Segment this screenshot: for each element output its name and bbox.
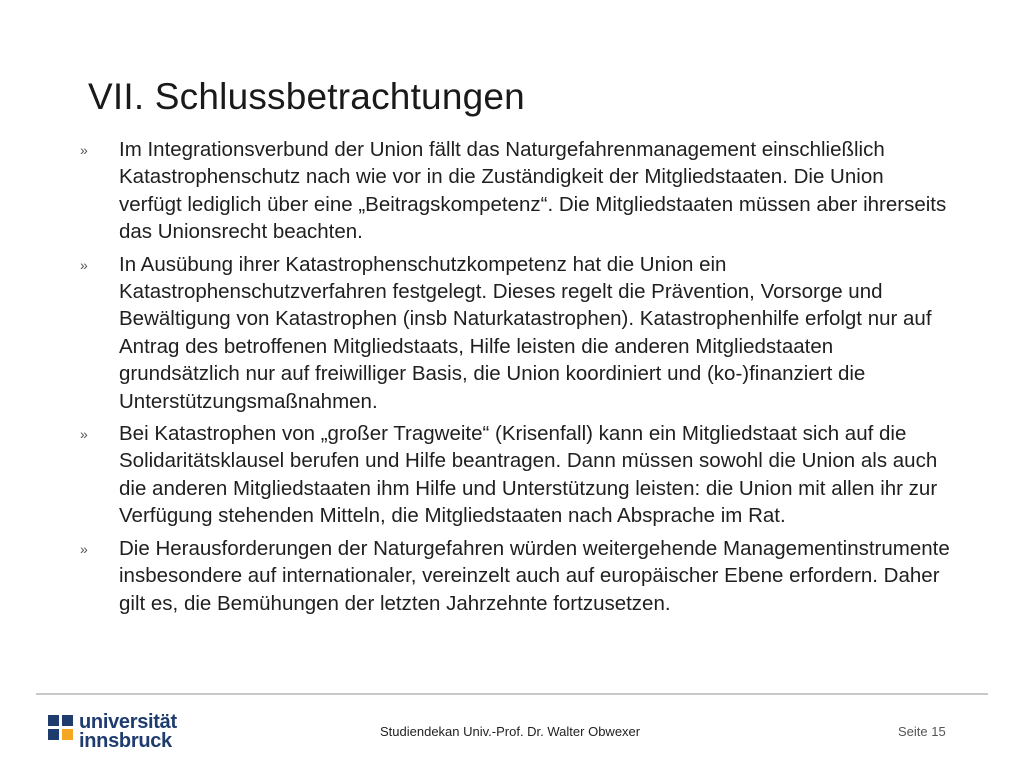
bullet-marker-icon: » xyxy=(80,426,88,443)
bullet-marker-icon: » xyxy=(80,256,88,273)
bullet-text: Im Integrationsverbund der Union fällt das Naturgefahrenmanagement einschließlich Katastrophenschutz nach wie vor in die Zuständigkeit der Mitgliedstaaten. Die Union verfügt lediglich über eine „Beitragskompetenz“. Die Mitgliedstaaten müssen aber ihrerseits das Unionsrecht beachten. xyxy=(119,138,947,244)
page-number: Seite 15 xyxy=(898,724,946,739)
bullet-marker-icon: » xyxy=(80,142,88,158)
bullet-text: Bei Katastrophen von „großer Tragweite“ (Krisenfall) kann ein Mitgliedstaat sich auf die Solidaritätsklausel berufen und Hilfe beantragen. Dann müssen sowohl die Union als auch die anderen Mitgliedstaaten ihm Hilfe und Unterstützung leisten: die Union mit allen ihr zur Verfügung stehenden Mitteln, die Mitgliedstaaten nach Absprache im Rat. xyxy=(119,422,938,528)
bullet-text: In Ausübung ihrer Katastrophenschutzkompetenz hat die Union ein Katastrophenschutzverfahren festgelegt. Dieses regelt die Prävention, Vorsorge und Bewältigung von Katastrophen (insb Naturkatastrophen). Katastrophenhilfe erfolgt nur auf Antrag des betroffenen Mitgliedstaats, Hilfe leisten die anderen Mitgliedstaaten grundsätzlich nur auf freiwilliger Basis, die Union koordiniert und (ko-)finanziert die Unterstützungsmaßnahmen. xyxy=(119,252,932,413)
bullet-marker-icon: » xyxy=(80,540,88,557)
logo-wordmark xyxy=(79,713,177,751)
university-logo xyxy=(48,713,177,751)
bullet-item xyxy=(80,535,950,617)
bullet-item xyxy=(80,136,950,246)
bullet-item xyxy=(80,420,950,530)
logo-squares-icon xyxy=(48,715,73,740)
logo-line-2: innsbruck xyxy=(79,730,172,752)
bullet-list xyxy=(80,136,950,622)
bullet-text: Die Herausforderungen der Naturgefahren würden weitergehende Managementinstrumente insbesondere auf internationaler, vereinzelt auch auf europäischer Ebene erfordern. Daher gilt es, die Bemühungen der letzten Jahrzehnte fortzusetzen. xyxy=(119,536,950,615)
bullet-item xyxy=(80,251,950,415)
slide-title: VII. Schlussbetrachtungen xyxy=(88,76,525,117)
footer-presenter: Studiendekan Univ.-Prof. Dr. Walter Obwexer xyxy=(380,724,641,739)
logo-line-1: universität xyxy=(79,711,177,733)
footer-divider xyxy=(36,693,988,695)
